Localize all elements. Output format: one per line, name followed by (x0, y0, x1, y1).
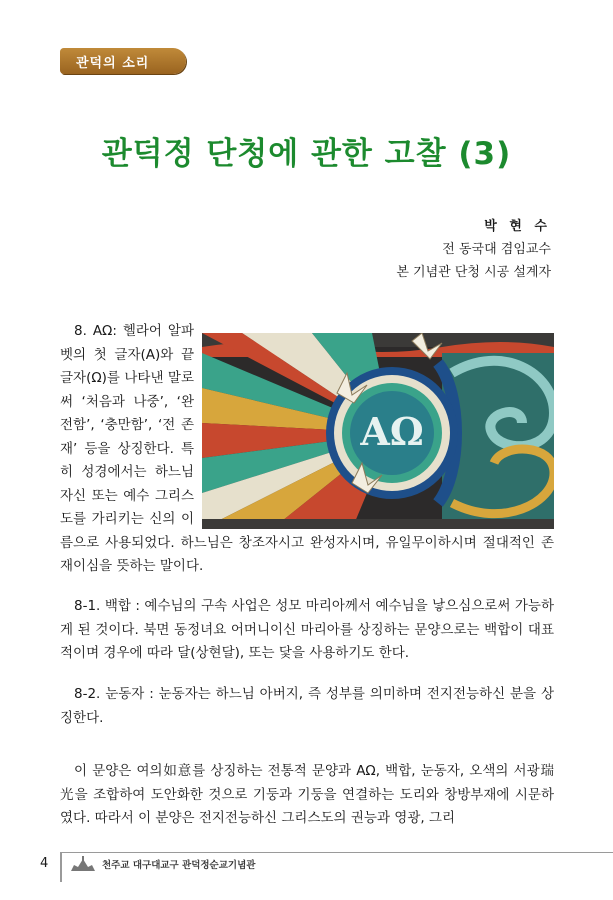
paragraph: 8. ΑΩ: 헬라어 알파벳의 첫 글자(Α)와 끝 글자(Ω)를 나타낸 말로써 ‘처음과 나중’, ‘완전함’, ‘충만함’, ‘전 존재’ 등을 상징한다. 특히 성경에서는 하느님 자신 또는 예수 그리스도를 가리키는 신의 이름으로 사용되었다. 하느님은 창조자시고 완성자시며, 유일무이하시며 절대적인 존재이심을 뜻하는 말이다. (60, 323, 554, 574)
alpha-omega-emblem: ΑΩ (360, 409, 424, 454)
dancheong-figure (202, 333, 554, 529)
section-label: 관덕의 소리 (76, 56, 150, 71)
author-position-1: 전 동국대 겸임교수 (442, 242, 551, 257)
footer-divider-tick (60, 852, 62, 882)
dancheong-pattern-image (202, 333, 554, 529)
page-number: 4 (40, 856, 49, 871)
church-logo-icon (70, 856, 96, 872)
paragraph: 8-1. 백합 : 예수님의 구속 사업은 성모 마리아께서 예수님을 낳으심으로써 가능하게 된 것이다. 북면 동정녀요 어머니이신 마리아를 상징하는 문양으로는 백합이 대표적이며 경우에 따라 달(상현달), 또는 닻을 사용하기도 한다. (60, 598, 554, 661)
article-title: 관덕정 단청에 관한 고찰 (3) (101, 136, 512, 172)
footer-publication: 천주교 대구대교구 관덕정순교기념관 (102, 860, 256, 871)
author-name: 박 현 수 (484, 219, 551, 234)
section-tab (60, 48, 186, 74)
paragraph: 이 문양은 여의如意를 상징하는 전통적 문양과 ΑΩ, 백합, 눈동자, 오색의 서광瑞光을 조합하여 도안화한 것으로 기둥과 기둥을 연결하는 도리와 창방부재에 시문하였다. 따라서 이 분양은 전지전능하신 그리스도의 권능과 영광, 그리 (60, 763, 554, 826)
paragraph: 8-2. 눈동자 : 눈동자는 하느님 아버지, 즉 성부를 의미하며 전지전능하신 분을 상징한다. (60, 686, 554, 726)
author-position-2: 본 기념관 단청 시공 설계자 (396, 265, 551, 280)
footer-divider (60, 852, 613, 853)
author-block (396, 215, 551, 284)
